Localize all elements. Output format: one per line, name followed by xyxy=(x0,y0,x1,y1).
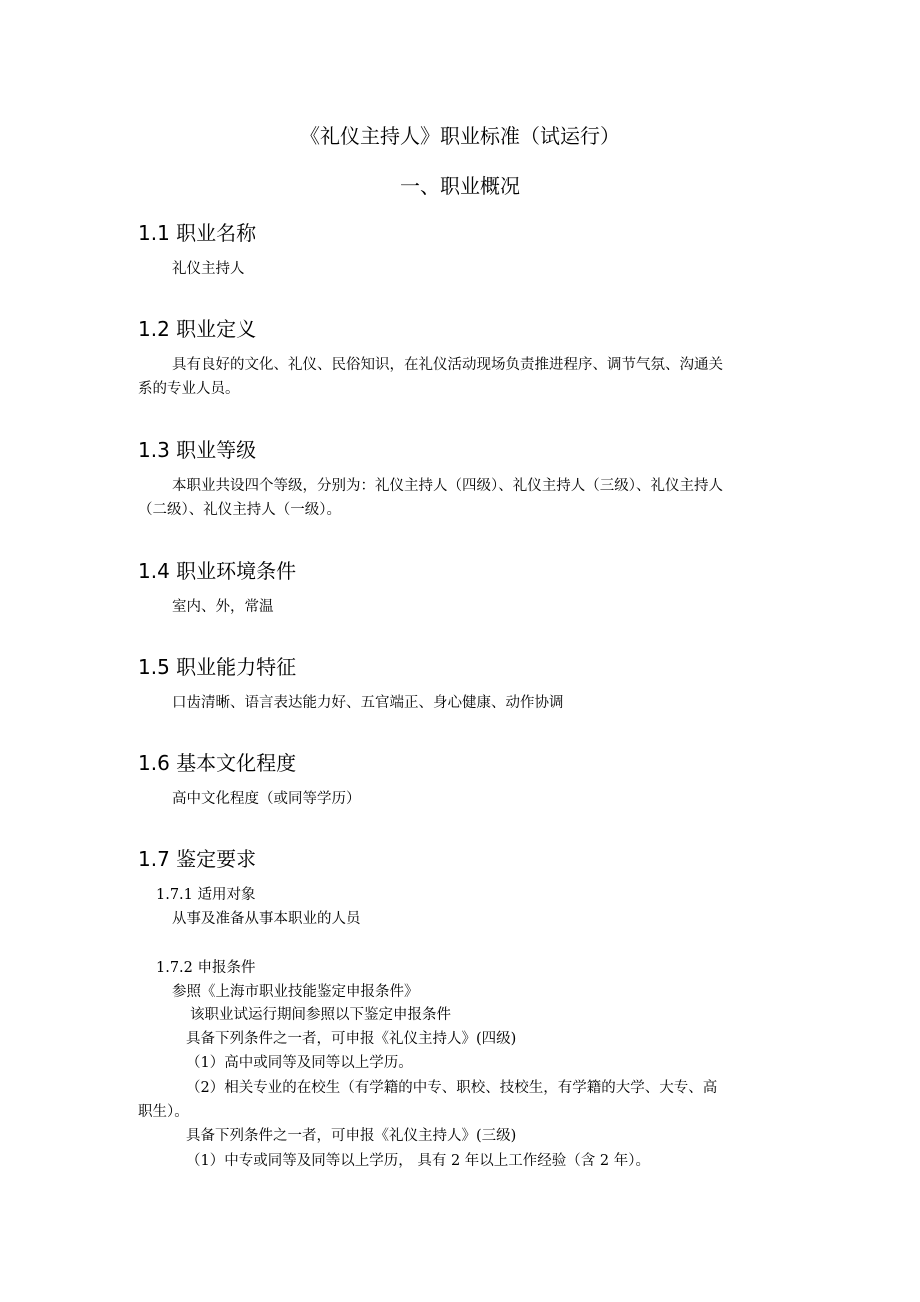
section-heading-1-2: 1.2 职业定义 xyxy=(138,317,257,341)
section-text-1-2-line1: 具有良好的文化、礼仪、民俗知识，在礼仪活动现场负责推进程序、调节气氛、沟通关 xyxy=(172,357,723,373)
section-heading-1-6: 1.6 基本文化程度 xyxy=(138,751,297,775)
section-text-1-3-line1: 本职业共设四个等级，分别为：礼仪主持人（四级）、礼仪主持人（三级）、礼仪主持人 xyxy=(172,478,723,494)
subsection-text-1-7-1: 从事及准备从事本职业的人员 xyxy=(172,911,361,927)
document-title: 《礼仪主持人》职业标准（试运行） xyxy=(300,124,620,148)
section-text-1-4: 室内、外，常温 xyxy=(172,599,274,615)
section-heading-1-7: 1.7 鉴定要求 xyxy=(138,847,257,871)
subsection-text-1-7-2-line5: （2）相关专业的在校生（有学籍的中专、职校、技校生，有学籍的大学、大专、高 xyxy=(186,1080,718,1096)
subsection-text-1-7-2-line4: （1）高中或同等及同等以上学历。 xyxy=(186,1055,413,1071)
section-heading-1-3: 1.3 职业等级 xyxy=(138,438,257,462)
subsection-text-1-7-2-line7: 具备下列条件之一者，可申报《礼仪主持人》(三级) xyxy=(186,1128,517,1144)
subsection-text-1-7-2-line2: 该职业试运行期间参照以下鉴定申报条件 xyxy=(190,1007,451,1023)
subsection-text-1-7-2-line6: 职生）。 xyxy=(138,1104,189,1120)
subsection-heading-1-7-2: 1.7.2 申报条件 xyxy=(156,960,256,976)
section-heading-1-5: 1.5 职业能力特征 xyxy=(138,655,297,679)
section-text-1-6: 高中文化程度（或同等学历） xyxy=(172,791,361,807)
subsection-text-1-7-2-line1: 参照《上海市职业技能鉴定申报条件》 xyxy=(172,984,419,1000)
section-text-1-5: 口齿清晰、语言表达能力好、五官端正、身心健康、动作协调 xyxy=(172,695,564,711)
subsection-text-1-7-2-line8: （1）中专或同等及同等以上学历， 具有 2 年以上工作经验（含 2 年）。 xyxy=(186,1153,650,1169)
subsection-text-1-7-2-line3: 具备下列条件之一者，可申报《礼仪主持人》(四级) xyxy=(186,1031,517,1047)
section-text-1-2-line2: 系的专业人员。 xyxy=(138,381,240,397)
chapter-heading: 一、职业概况 xyxy=(400,174,520,198)
subsection-heading-1-7-1: 1.7.1 适用对象 xyxy=(156,887,256,903)
section-text-1-1: 礼仪主持人 xyxy=(172,261,245,277)
section-heading-1-1: 1.1 职业名称 xyxy=(138,221,257,245)
section-text-1-3-line2: （二级）、礼仪主持人（一级）。 xyxy=(138,502,341,518)
section-heading-1-4: 1.4 职业环境条件 xyxy=(138,559,297,583)
